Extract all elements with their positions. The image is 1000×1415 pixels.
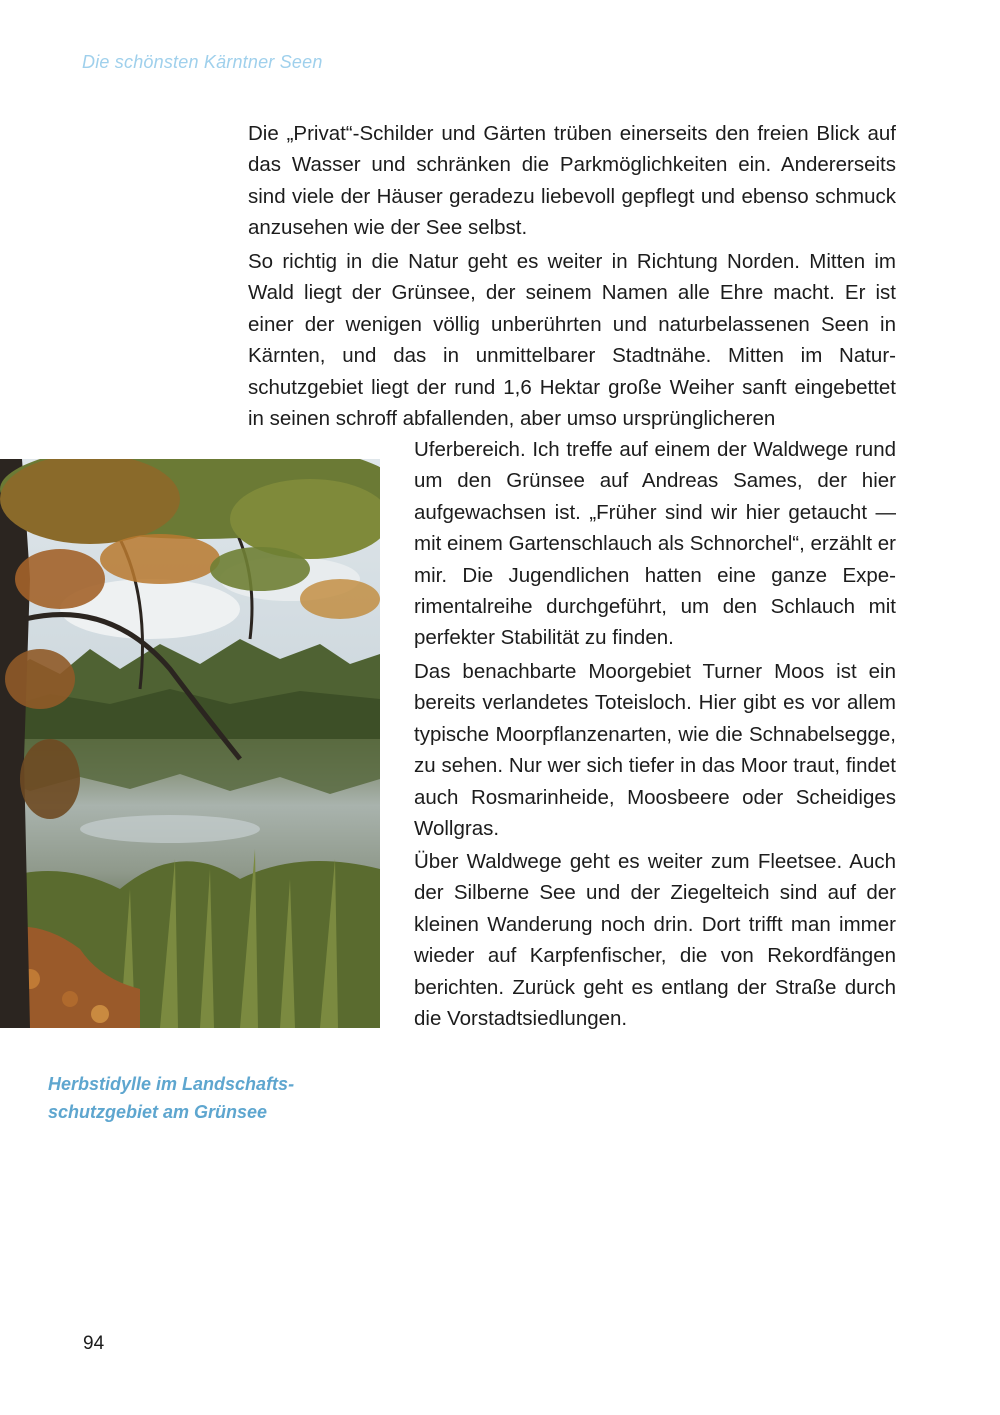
paragraph-gruensee-natur: So richtig in die Natur geht es weiter in Richtung Norden. Mitten im Wald liegt der Grünsee, der seinem Namen alle Ehre macht. Er ist einer der wenigen völlig unberührten und naturbelassenen Seen in Kärnten, und das in unmittelbarer Stadtnähe. Mitten im Naturschutzgebiet liegt der rund 1,6 Hektar große Weiher sanft eingebettet in seinen schroff abfallenden, aber umso ursprünglicheren: [248, 250, 896, 431]
page-number: 94: [83, 1333, 105, 1354]
paragraph-andreas-sames: Uferbereich. Ich treffe auf einem der Waldwege rund um den Grünsee auf Andreas Sames, der hier aufgewachsen ist. „Früher sind wir hier getaucht — mit einem Gartenschlauch als Schnorchel“, erzählt er mir. Die Jugendlichen hatten eine ganze Experimentalreihe durchgeführt, um den Schlauch mit perfekter Stabilität zu finden.: [414, 438, 896, 650]
running-header: Die schönsten Kärntner Seen: [82, 52, 323, 72]
photo-caption: Herbstidylle im Landschaftsschutzgebiet am Grünsee: [48, 1074, 295, 1122]
paragraph-fleetsee: Über Waldwege geht es weiter zum Fleetsee. Auch der Silberne See und der Ziegelteich sind auf der kleinen Wanderung noch drin. Dort trifft man immer wieder auf Karpfenfischer, die von Rekordfängen berichten. Zurück geht es entlang der Straße durch die Vorstadtsiedlungen.: [414, 850, 896, 1031]
paragraph-turner-moos: Das benachbarte Moorgebiet Turner Moos ist ein bereits verlandetes Toteisloch. Hier gibt es vor allem typische Moorpflanzenarten, wie die Schnabelsegge, zu sehen. Nur wer sich tiefer in das Moor traut, findet auch Rosmarinheide, Moosbeere oder Scheidiges Wollgras.: [414, 660, 896, 841]
lake-photo: [0, 459, 380, 1028]
paragraph-privat-schilder: Die „Privat“-Schilder und Gärten trüben einerseits den freien Blick auf das Wasser und schränken die Parkmöglichkeiten ein. Andererseits sind viele der Häuser geradezu liebevoll gepflegt und ebenso schmuck anzusehen wie der See selbst.: [248, 122, 896, 240]
